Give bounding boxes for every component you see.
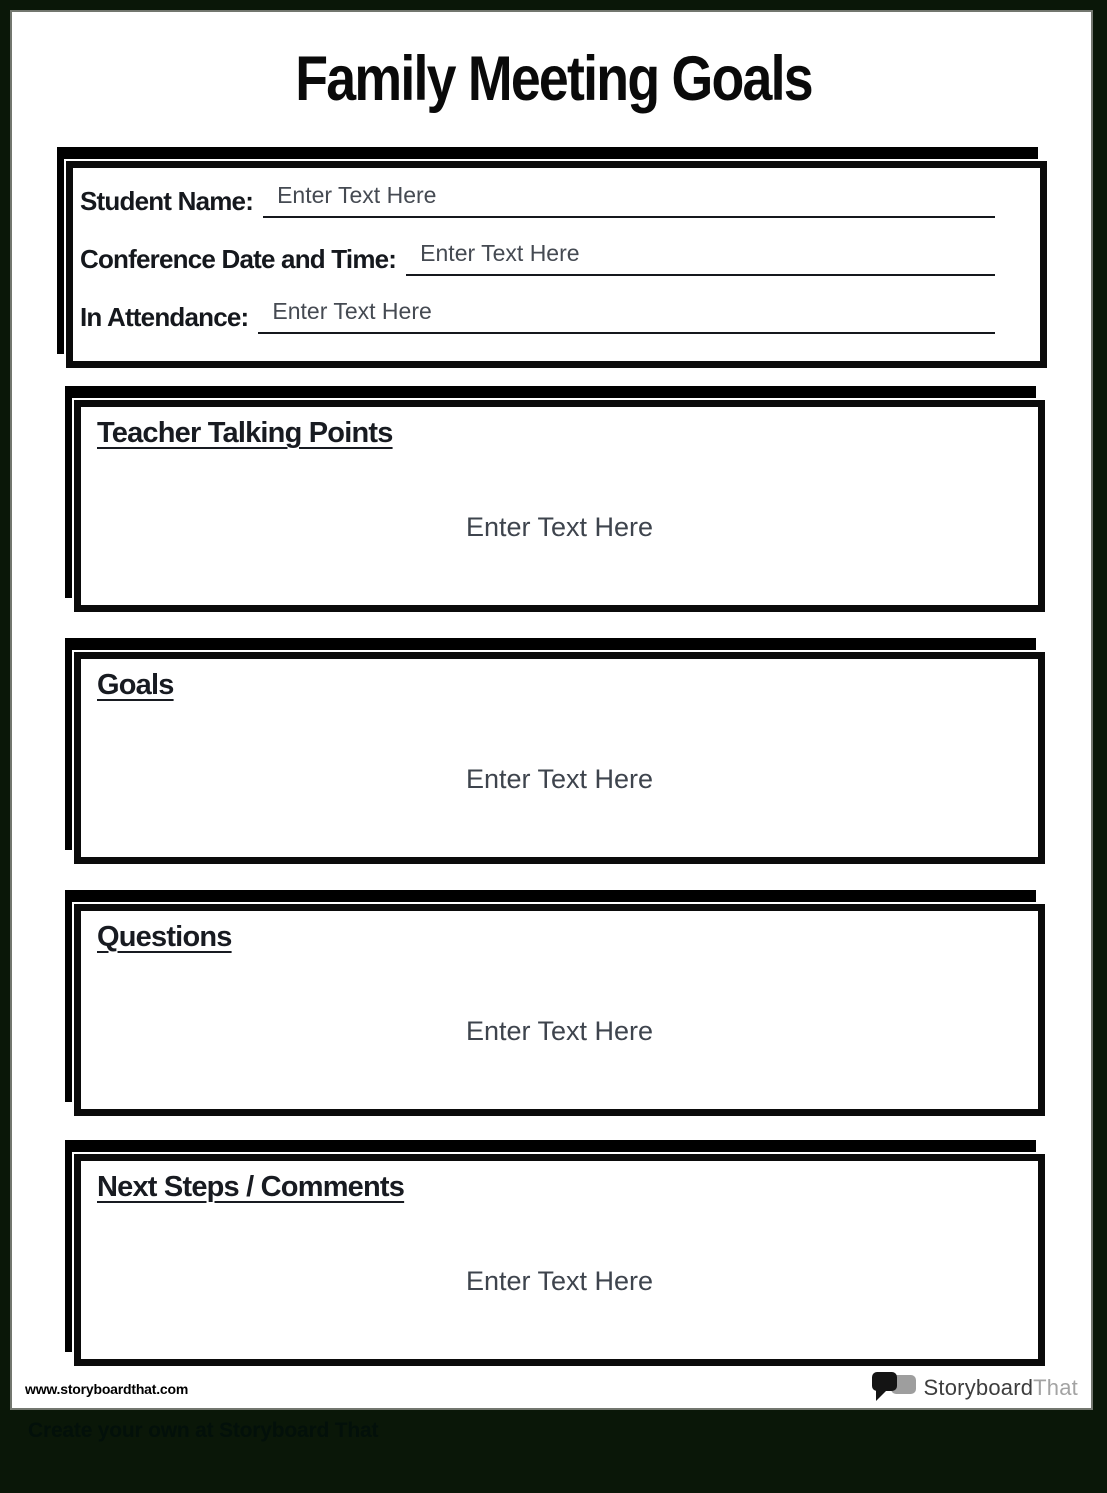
student-name-field[interactable]: Enter Text Here (263, 182, 995, 218)
next-steps-comments-heading: Next Steps / Comments (97, 1171, 405, 1203)
questions-heading: Questions (97, 921, 232, 953)
section-goals (74, 652, 1045, 864)
next-steps-comments-text-area[interactable]: Enter Text Here (465, 1266, 654, 1296)
section-teacher-talking-points (74, 400, 1045, 612)
storyboardthat-logo (871, 1371, 1078, 1405)
student-info-panel (66, 161, 1047, 368)
logo-wordmark (924, 1375, 1078, 1401)
goals-text-area[interactable]: Enter Text Here (465, 764, 654, 794)
banner-watermark-text: Create your own at Storyboard That (28, 1419, 379, 1442)
page-title-text: Family Meeting Goals (295, 43, 812, 114)
conference-date-field[interactable]: Enter Text Here (406, 240, 995, 276)
teacher-talking-points-heading: Teacher Talking Points (97, 417, 393, 449)
in-attendance-label: In Attendance: (80, 302, 249, 332)
section-questions (74, 904, 1045, 1116)
in-attendance-field[interactable]: Enter Text Here (258, 298, 995, 334)
speech-bubbles-icon (871, 1372, 917, 1404)
logo-text-secondary: That (1033, 1375, 1078, 1400)
teacher-talking-points-text-area[interactable]: Enter Text Here (465, 512, 654, 542)
conference-date-label: Conference Date and Time: (80, 244, 397, 274)
logo-text-primary: Storyboard (923, 1375, 1034, 1400)
section-next-steps-comments (74, 1154, 1045, 1366)
questions-text-area[interactable]: Enter Text Here (465, 1016, 654, 1046)
website-url: www.storyboardthat.com (25, 1381, 189, 1397)
goals-heading: Goals (97, 669, 174, 701)
in-attendance-row (80, 276, 995, 334)
conference-date-row (80, 218, 995, 276)
student-name-label: Student Name: (80, 186, 254, 216)
student-name-row (80, 168, 995, 218)
page-title (0, 42, 1107, 112)
